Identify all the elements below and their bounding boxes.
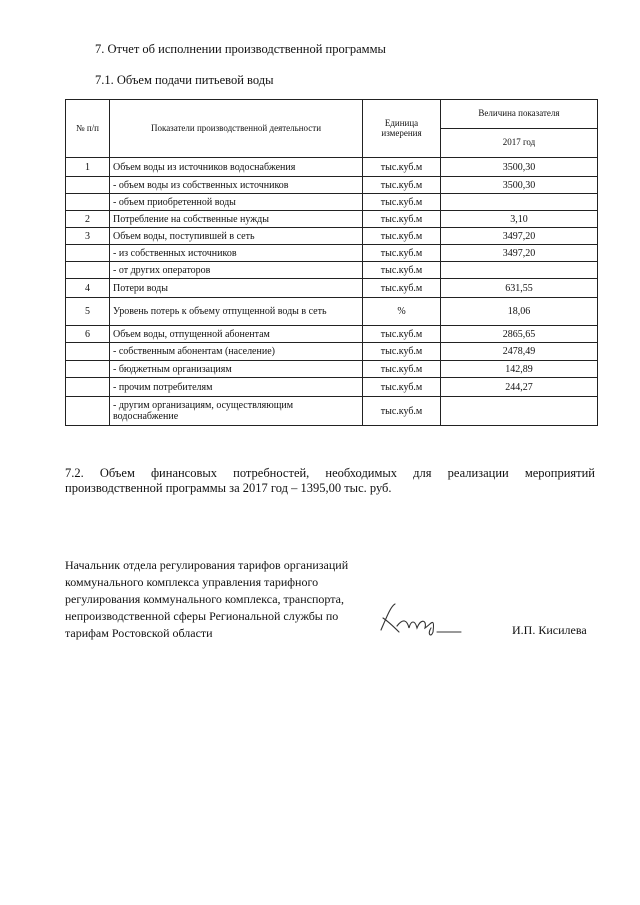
- water-supply-table: [65, 99, 598, 426]
- row-num-cell: [66, 343, 110, 361]
- row-unit-cell: тыс.куб.м: [363, 211, 441, 228]
- row-value-cell: 2478,49: [441, 343, 598, 361]
- table-row: [66, 194, 598, 211]
- row-unit-cell: тыс.куб.м: [363, 397, 441, 426]
- row-num-cell: 5: [66, 298, 110, 326]
- financial-needs-paragraph: 7.2. Объем финансовых потребностей, необходимых для реализации мероприятий производственной программы за 2017 год – 1395,00 тыс. руб.: [65, 466, 595, 495]
- row-indicator-cell: - прочим потребителям: [110, 378, 363, 397]
- row-indicator-cell: - из собственных источников: [110, 245, 363, 262]
- row-value-cell: 3500,30: [441, 158, 598, 177]
- table-row: [66, 158, 598, 177]
- row-unit-cell: тыс.куб.м: [363, 194, 441, 211]
- row-indicator-cell: Уровень потерь к объему отпущенной воды в сеть: [110, 298, 363, 326]
- row-unit-cell: тыс.куб.м: [363, 326, 441, 343]
- table-row: [66, 211, 598, 228]
- row-num-cell: [66, 262, 110, 279]
- row-value-cell: 3500,30: [441, 177, 598, 194]
- section-title: 7. Отчет об исполнении производственной программы: [95, 42, 386, 56]
- row-value-cell: 2865,65: [441, 326, 598, 343]
- row-unit-cell: тыс.куб.м: [363, 262, 441, 279]
- row-unit-cell: тыс.куб.м: [363, 158, 441, 177]
- row-num-cell: 2: [66, 211, 110, 228]
- row-unit-cell: тыс.куб.м: [363, 343, 441, 361]
- row-indicator-cell: Объем воды, отпущенной абонентам: [110, 326, 363, 343]
- row-indicator-cell: - собственным абонентам (население): [110, 343, 363, 361]
- row-value-cell: [441, 262, 598, 279]
- row-unit-cell: тыс.куб.м: [363, 279, 441, 298]
- row-unit-cell: тыс.куб.м: [363, 361, 441, 378]
- subsection-title: 7.1. Объем подачи питьевой воды: [95, 73, 274, 87]
- row-num-cell: [66, 177, 110, 194]
- header-year: 2017 год: [441, 129, 598, 158]
- table-row: [66, 326, 598, 343]
- row-num-cell: 3: [66, 228, 110, 245]
- row-indicator-cell: Потери воды: [110, 279, 363, 298]
- table-row: [66, 177, 598, 194]
- row-unit-cell: тыс.куб.м: [363, 177, 441, 194]
- row-indicator-cell: Объем воды, поступившей в сеть: [110, 228, 363, 245]
- row-value-cell: [441, 194, 598, 211]
- signer-position: Начальник отдела регулирования тарифов организаций коммунального комплекса управления тарифного регулирования коммунального комплекса, транспорта, непроизводственной сферы Региональной службы по тарифам Ростовской области: [65, 558, 349, 640]
- table-body: [66, 158, 598, 426]
- row-num-cell: 1: [66, 158, 110, 177]
- table-row: [66, 228, 598, 245]
- table-row: [66, 279, 598, 298]
- row-indicator-cell: - от других операторов: [110, 262, 363, 279]
- row-num-cell: 4: [66, 279, 110, 298]
- row-value-cell: [441, 397, 598, 426]
- row-value-cell: 18,06: [441, 298, 598, 326]
- row-num-cell: [66, 378, 110, 397]
- row-indicator-cell: Потребление на собственные нужды: [110, 211, 363, 228]
- row-indicator-cell: - объем воды из собственных источников: [110, 177, 363, 194]
- row-value-cell: 142,89: [441, 361, 598, 378]
- row-value-cell: 631,55: [441, 279, 598, 298]
- row-num-cell: [66, 397, 110, 426]
- table-row: [66, 245, 598, 262]
- header-value-group: Величина показателя: [441, 100, 598, 129]
- header-num: № п/п: [66, 100, 110, 158]
- table-row: [66, 262, 598, 279]
- table-row: [66, 361, 598, 378]
- row-num-cell: 6: [66, 326, 110, 343]
- table-row: [66, 378, 598, 397]
- row-indicator-cell: Объем воды из источников водоснабжения: [110, 158, 363, 177]
- row-unit-cell: тыс.куб.м: [363, 245, 441, 262]
- row-value-cell: 244,27: [441, 378, 598, 397]
- row-value-cell: 3497,20: [441, 245, 598, 262]
- row-value-cell: 3497,20: [441, 228, 598, 245]
- row-num-cell: [66, 361, 110, 378]
- row-unit-cell: тыс.куб.м: [363, 228, 441, 245]
- row-unit-cell: %: [363, 298, 441, 326]
- row-num-cell: [66, 194, 110, 211]
- header-unit: Единица измерения: [363, 100, 441, 158]
- handwritten-signature: [373, 598, 465, 640]
- row-indicator-cell: - объем приобретенной воды: [110, 194, 363, 211]
- row-value-cell: 3,10: [441, 211, 598, 228]
- table-row: [66, 298, 598, 326]
- row-unit-cell: тыс.куб.м: [363, 378, 441, 397]
- header-indicator: Показатели производственной деятельности: [110, 100, 363, 158]
- signer-name: И.П. Кисилева: [512, 623, 587, 637]
- table-row: [66, 397, 598, 426]
- row-indicator-cell: - бюджетным организациям: [110, 361, 363, 378]
- table-row: [66, 343, 598, 361]
- row-indicator-cell: - другим организациям, осуществляющим водоснабжение: [110, 397, 363, 426]
- row-num-cell: [66, 245, 110, 262]
